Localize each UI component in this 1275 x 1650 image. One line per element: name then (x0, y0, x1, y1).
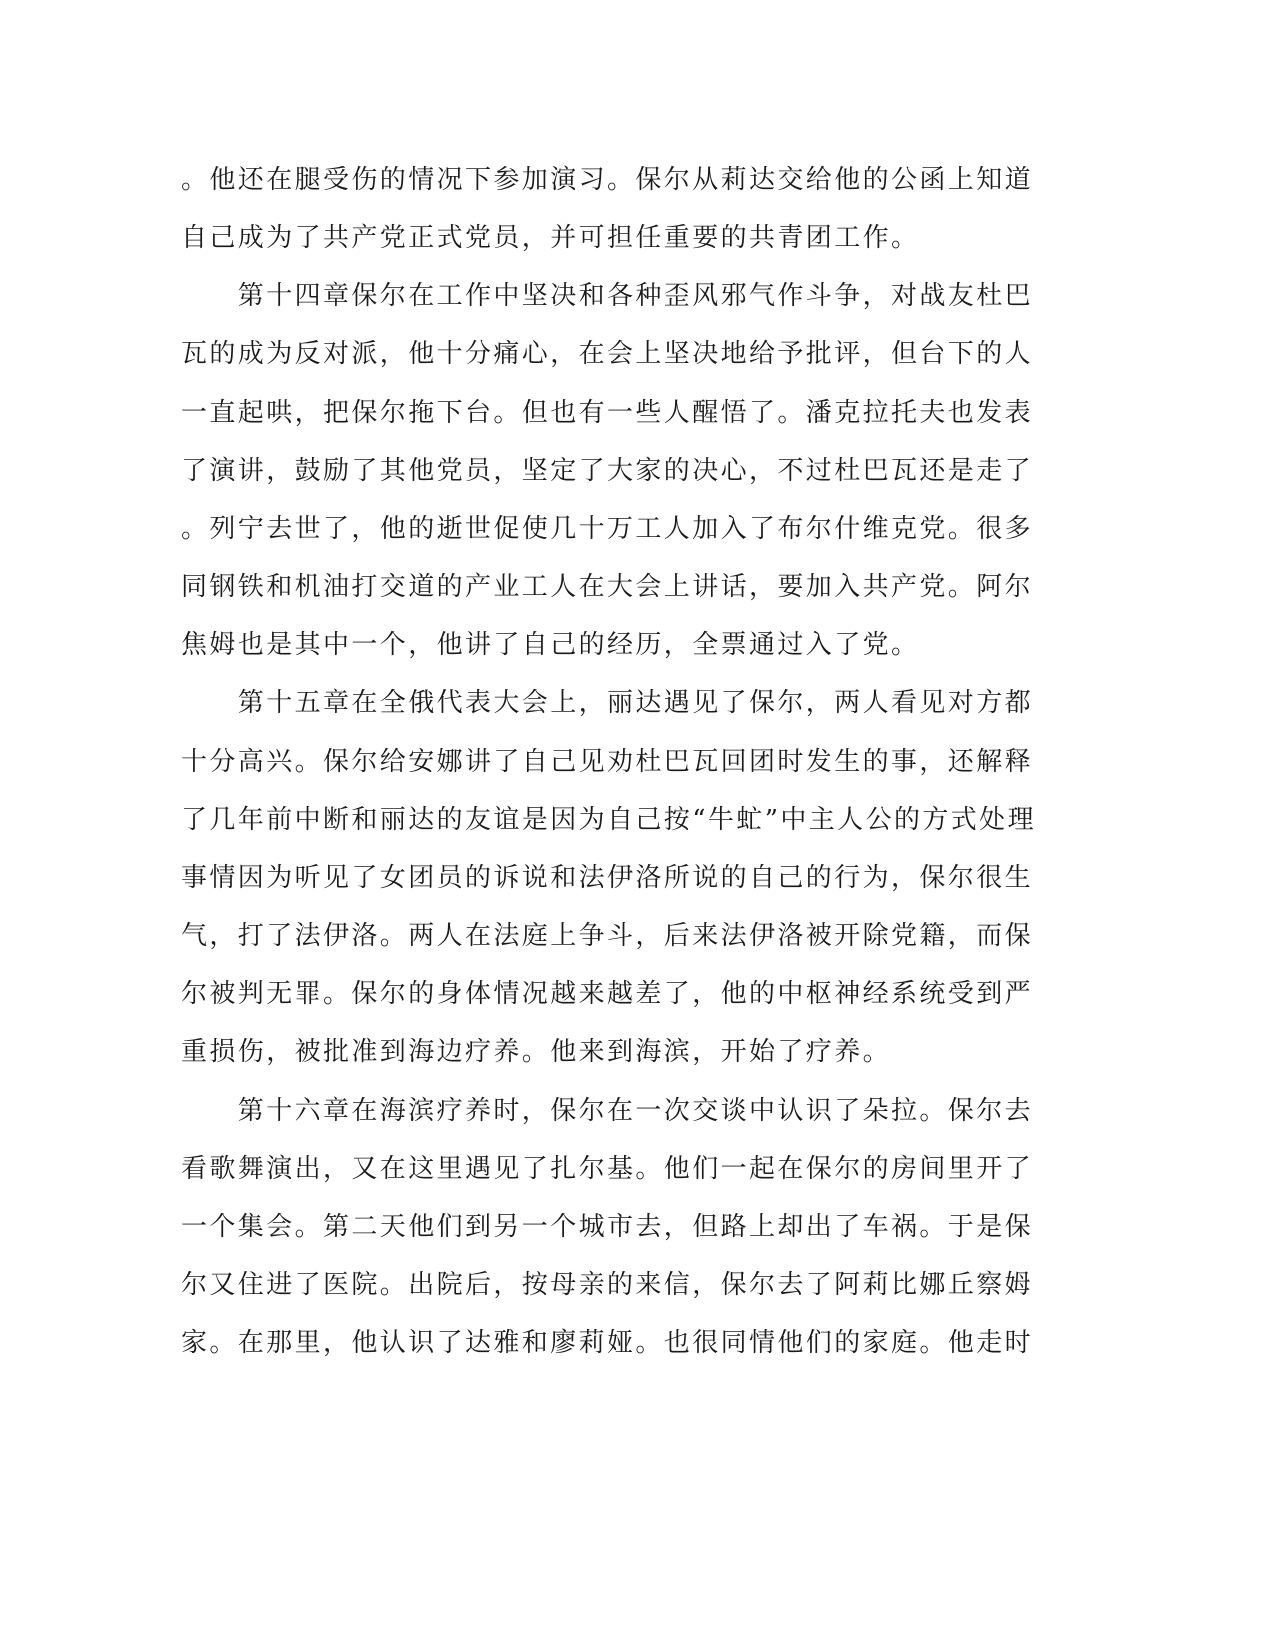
text-line: 第十六章在海滨疗养时，保尔在一次交谈中认识了朵拉。保尔去 (181, 1096, 1034, 1126)
text-line: 气，打了法伊洛。两人在法庭上争斗，后来法伊洛被开除党籍，而保 (181, 921, 1034, 951)
text-line: 事情因为听见了女团员的诉说和法伊洛所说的自己的行为，保尔很生 (181, 863, 1034, 893)
text-line: 。他还在腿受伤的情况下参加演习。保尔从莉达交给他的公函上知道 (181, 165, 1034, 195)
text-line: 了几年前中断和丽达的友谊是因为自己按“牛虻”中主人公的方式处理 (181, 805, 1036, 835)
text-line: 自己成为了共产党正式党员，并可担任重要的共青团工作。 (181, 223, 920, 253)
text-line: 一直起哄，把保尔拖下台。但也有一些人醒悟了。潘克拉托夫也发表 (181, 398, 1034, 428)
text-line: 尔又住进了医院。出院后，按母亲的来信，保尔去了阿莉比娜丘察姆 (181, 1270, 1034, 1300)
text-line: 瓦的成为反对派，他十分痛心，在会上坚决地给予批评，但台下的人 (181, 339, 1034, 369)
text-line: 同钢铁和机油打交道的产业工人在大会上讲话，要加入共产党。阿尔 (181, 572, 1034, 602)
text-line: 了演讲，鼓励了其他党员，坚定了大家的决心，不过杜巴瓦还是走了 (181, 456, 1034, 486)
text-line: 看歌舞演出，又在这里遇见了扎尔基。他们一起在保尔的房间里开了 (181, 1154, 1034, 1184)
text-line: 焦姆也是其中一个，他讲了自己的经历，全票通过入了党。 (181, 630, 920, 660)
text-line: 第十五章在全俄代表大会上，丽达遇见了保尔，两人看见对方都 (181, 688, 1034, 718)
text-line: 重损伤，被批准到海边疗养。他来到海滨，开始了疗养。 (181, 1037, 892, 1067)
text-line: 家。在那里，他认识了达雅和廖莉娅。也很同情他们的家庭。他走时 (181, 1328, 1034, 1358)
text-line: 第十四章保尔在工作中坚决和各种歪风邪气作斗争，对战友杜巴 (181, 281, 1034, 311)
text-line: 。列宁去世了，他的逝世促使几十万工人加入了布尔什维克党。很多 (181, 514, 1034, 544)
text-line: 十分高兴。保尔给安娜讲了自己见劝杜巴瓦回团时发生的事，还解释 (181, 747, 1034, 777)
text-line: 一个集会。第二天他们到另一个城市去，但路上却出了车祸。于是保 (181, 1212, 1034, 1242)
text-line: 尔被判无罪。保尔的身体情况越来越差了，他的中枢神经系统受到严 (181, 979, 1034, 1009)
